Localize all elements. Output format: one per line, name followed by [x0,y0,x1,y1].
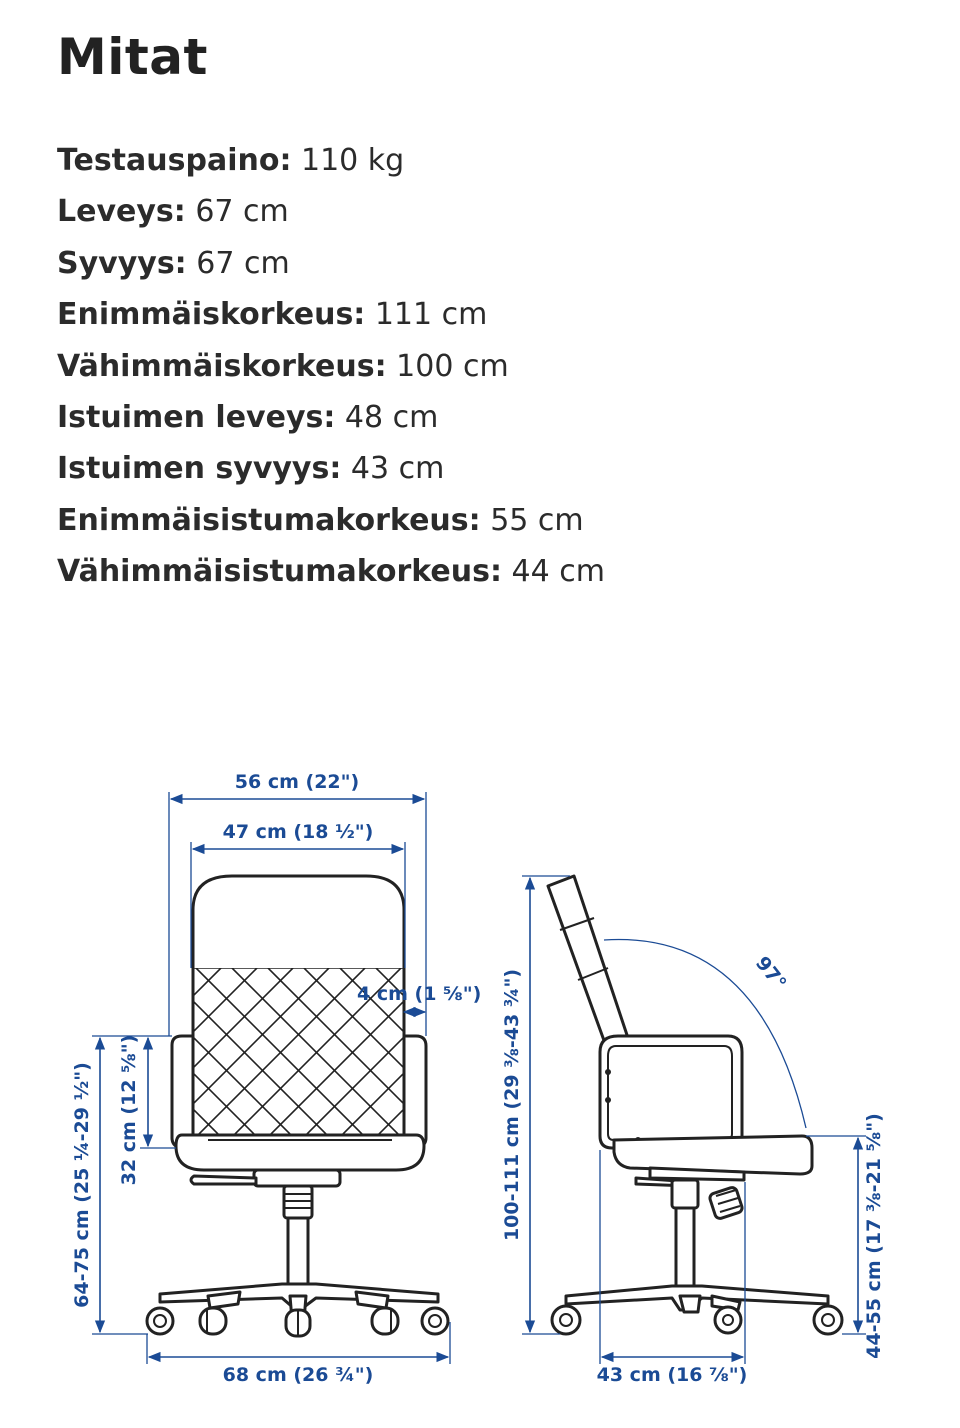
spec-row [57,346,605,397]
spec-label: Istuimen leveys: [57,399,336,435]
caster-side-middle [715,1307,741,1333]
spec-value: 55 cm [490,502,584,538]
spec-label: Istuimen syvyys: [57,451,342,487]
base-width-label: 68 cm (26 ¾") [222,1364,374,1386]
caster-inner-right [372,1308,398,1334]
recline-angle-label: 97° [750,952,791,995]
arm-height-label: 64-75 cm (25 ¼-29 ½") [71,1062,93,1308]
spec-list [57,140,605,603]
spec-row [57,191,605,242]
spec-row [57,243,605,294]
spec-value: 100 cm [396,348,509,384]
spec-value: 67 cm [196,245,290,281]
spec-row [57,448,605,499]
spec-label: Syvyys: [57,245,187,281]
spec-value: 111 cm [374,297,488,333]
spec-row [57,500,605,551]
caster-center [286,1310,310,1336]
spec-row [57,397,605,448]
back-depth-label: 4 cm (1 ⅝") [357,983,482,1005]
seat-depth-label: 43 cm (16 ⅞") [596,1364,748,1386]
seat-height-label: 44-55 cm (17 ⅜-21 ⅝") [863,1113,885,1359]
spec-row [57,551,605,602]
back-width-label: 47 cm (18 ½") [222,821,374,843]
dimension-drawing [0,760,960,1428]
spec-label: Enimmäiskorkeus: [57,297,366,333]
spec-row [57,294,605,345]
armrest-height-label: 32 cm (12 ⅝") [118,1034,140,1186]
chair-side-view [548,876,842,1334]
page-title: Mitat [57,28,208,86]
caster-right [422,1308,448,1334]
spec-value: 48 cm [344,399,439,435]
spec-label: Leveys: [57,194,186,230]
spec-label: Vähimmäisistumakorkeus: [57,554,502,590]
caster-left [147,1308,173,1334]
overall-width-label: 56 cm (22") [234,771,360,793]
caster-side-right [814,1306,842,1334]
spec-label: Vähimmäiskorkeus: [57,348,387,384]
caster-side-left [552,1306,580,1334]
spec-value: 67 cm [195,194,289,230]
spec-row [57,140,605,191]
spec-value: 110 kg [301,143,405,178]
caster-inner-left [200,1308,226,1334]
spec-label: Enimmäisistumakorkeus: [57,502,481,538]
spec-value: 43 cm [350,451,445,487]
spec-label: Testauspaino: [57,143,292,178]
total-height-label: 100-111 cm (29 ⅜-43 ¾") [501,968,523,1242]
spec-value: 44 cm [511,554,605,590]
